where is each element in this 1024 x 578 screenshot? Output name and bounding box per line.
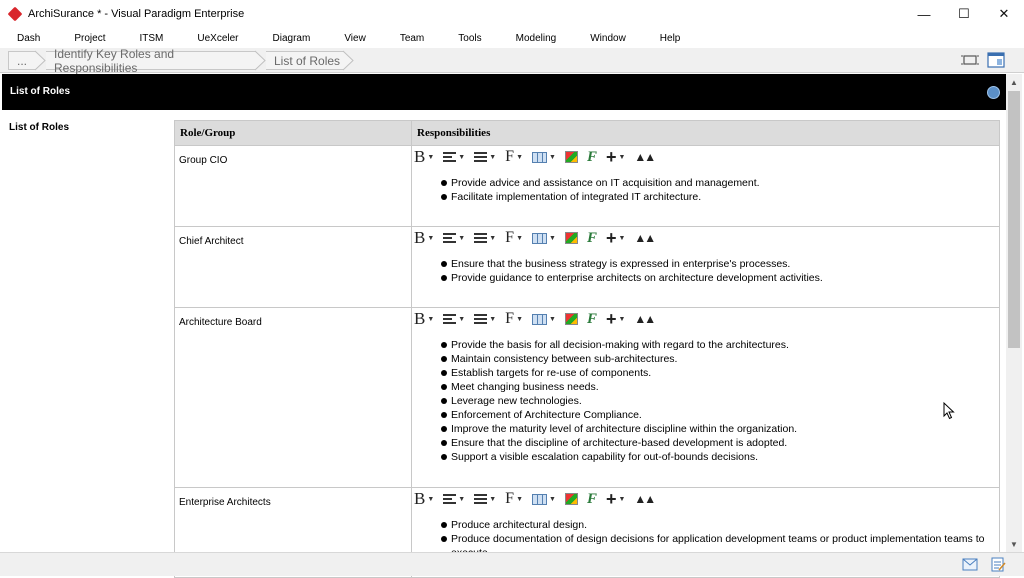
list-item: Leverage new technologies. [441,394,999,408]
list-item: Improve the maturity level of architecture discipline within the organization. [441,422,999,436]
insert-button[interactable]: + ▼ [605,146,626,167]
chevron-down-icon: ▼ [458,495,466,503]
image-button[interactable] [565,232,578,244]
menu-modeling[interactable]: Modeling [515,32,557,44]
list-item: Produce documentation of design decisions for application development teams or product implementation teams to [441,532,999,560]
find-button[interactable]: ▲▲ [634,492,655,506]
align-button[interactable] [443,152,465,162]
align-button[interactable] [443,233,465,243]
scroll-up-icon[interactable]: ▲ [1010,77,1018,87]
chevron-down-icon: ▼ [427,315,435,323]
table-icon [532,233,547,244]
table-button[interactable] [532,494,556,505]
menu-view[interactable]: View [344,32,366,44]
formula-button[interactable]: F [586,310,597,327]
table-row [174,227,1000,308]
image-button[interactable] [565,151,578,163]
align-button[interactable] [443,494,465,504]
window-title: ArchiSurance * - Visual Paradigm Enterprise [28,8,245,20]
menu-bar [0,28,1024,48]
responsibility-list [441,257,999,285]
chevron-down-icon: ▼ [549,495,556,503]
menu-itsm[interactable]: ITSM [139,32,164,44]
menu-project[interactable]: Project [74,32,106,44]
font-button[interactable]: F ▼ [505,229,523,246]
menu-diagram[interactable]: Diagram [272,32,311,44]
bold-button[interactable]: B ▼ [414,147,435,166]
menu-tools[interactable]: Tools [458,32,482,44]
font-button[interactable]: F ▼ [505,148,523,165]
responsibilities-cell[interactable] [412,146,999,226]
notes-icon[interactable] [990,558,1006,571]
role-cell[interactable]: Enterprise Architects [175,488,412,577]
insert-button[interactable]: + ▼ [605,227,626,248]
table-button[interactable] [532,314,556,325]
formula-button[interactable]: F [586,229,597,246]
list-button[interactable] [474,233,496,243]
scroll-thumb[interactable] [1008,91,1020,348]
role-cell[interactable]: Chief Architect [175,227,412,307]
chevron-down-icon: ▼ [618,495,626,503]
chevron-down-icon: ▼ [618,234,626,242]
menu-uexceler[interactable]: UeXceler [197,32,239,44]
responsibilities-cell[interactable] [412,308,999,487]
chevron-down-icon: ▼ [516,234,523,242]
align-icon [443,314,456,324]
bold-button[interactable]: B ▼ [414,309,435,328]
chevron-down-icon: ▼ [618,153,626,161]
chevron-down-icon: ▼ [549,153,556,161]
responsibilities-cell[interactable] [412,227,999,307]
table-header [174,120,1000,146]
chevron-down-icon: ▼ [427,153,435,161]
rich-text-toolbar [414,148,999,166]
table-icon [532,314,547,325]
image-icon [565,493,578,505]
image-button[interactable] [565,493,578,505]
chevron-down-icon: ▼ [516,153,523,161]
list-item: Provide guidance to enterprise architects on architecture development activities. [441,271,999,285]
chevron-down-icon: ▼ [458,234,466,242]
section-label: List of Roles [9,122,70,133]
chevron-down-icon: ▼ [489,315,497,323]
menu-window[interactable]: Window [590,32,626,44]
window-controls [904,0,1024,28]
align-icon [443,233,456,243]
chevron-down-icon: ▼ [516,495,523,503]
panel-title: List of Roles [10,86,71,97]
list-item: Meet changing business needs. [441,380,999,394]
list-item: Facilitate implementation of integrated IT architecture. [441,190,999,204]
bold-button[interactable]: B ▼ [414,228,435,247]
chevron-down-icon: ▼ [458,315,466,323]
menu-dash[interactable]: Dash [17,32,41,44]
table-button[interactable] [532,233,556,244]
formula-button[interactable]: F [586,148,597,165]
chevron-down-icon: ▼ [549,234,556,242]
insert-button[interactable]: + ▼ [605,308,626,329]
chevron-down-icon: ▼ [618,315,626,323]
minimize-button[interactable]: — [917,6,931,22]
chevron-down-icon: ▼ [427,495,435,503]
breadcrumb [0,48,1024,73]
pin-icon[interactable] [987,86,1000,99]
list-icon [474,233,487,243]
image-icon [565,232,578,244]
find-button[interactable]: ▲▲ [634,312,655,326]
title-bar [0,0,1024,28]
insert-button[interactable]: + ▼ [605,488,626,509]
column-header-role: Role/Group [175,121,412,145]
roles-table [174,120,1000,578]
status-bar [0,552,1024,576]
list-item: Support a visible escalation capability for out-of-bounds decisions. [441,450,999,464]
table-button[interactable] [532,152,556,163]
breadcrumb-item-key-roles[interactable]: Identify Key Roles and Responsibilities [46,51,256,70]
mail-icon[interactable] [962,558,978,571]
responsibility-list [441,176,999,204]
maximize-button[interactable]: ☐ [958,6,970,21]
list-icon [474,314,487,324]
panel-header [2,74,1006,110]
chevron-down-icon: ▼ [516,315,523,323]
table-icon [532,152,547,163]
responsibility-list [441,338,999,464]
list-icon [474,494,487,504]
scroll-down-icon[interactable]: ▼ [1010,539,1018,549]
visual-paradigm-logo-icon [8,7,23,22]
vertical-scrollbar[interactable] [1006,74,1022,552]
list-item: Ensure that the business strategy is expressed in enterprise's processes. [441,257,999,271]
formula-button[interactable]: F [586,490,597,507]
image-icon [565,313,578,325]
bold-button[interactable]: B ▼ [414,489,435,508]
role-cell[interactable]: Group CIO [175,146,412,226]
chevron-down-icon: ▼ [489,153,497,161]
role-cell[interactable]: Architecture Board [175,308,412,487]
close-button[interactable]: ✕ [998,6,1010,21]
rich-text-toolbar [414,310,999,328]
find-button[interactable]: ▲▲ [634,150,655,164]
list-item: Enforcement of Architecture Compliance. [441,408,999,422]
rich-text-toolbar [414,490,999,508]
breadcrumb-item-list-of-roles[interactable]: List of Roles [266,51,344,70]
list-item: Establish targets for re-use of components. [441,366,999,380]
list-icon [474,152,487,162]
list-item: Produce architectural design. [441,518,999,532]
chevron-down-icon: ▼ [549,315,556,323]
rich-text-toolbar [414,229,999,247]
image-icon [565,151,578,163]
panel-layout-icon[interactable] [987,52,1005,68]
list-item: Ensure that the discipline of architecture-based development is adopted. [441,436,999,450]
chevron-down-icon: ▼ [427,234,435,242]
list-button[interactable] [474,152,496,162]
table-icon [532,494,547,505]
align-icon [443,494,456,504]
list-item: Provide advice and assistance on IT acquisition and management. [441,176,999,190]
content-area [2,110,1006,552]
find-button[interactable]: ▲▲ [634,231,655,245]
menu-team[interactable]: Team [399,32,425,44]
column-header-responsibilities: Responsibilities [417,127,491,139]
align-button[interactable] [443,314,465,324]
chevron-down-icon: ▼ [489,495,497,503]
table-row [174,146,1000,227]
chevron-down-icon: ▼ [489,234,497,242]
fit-diagram-icon[interactable] [961,52,979,68]
table-row [174,308,1000,488]
chevron-down-icon: ▼ [458,153,466,161]
list-item: Provide the basis for all decision-making with regard to the architectures. [441,338,999,352]
breadcrumb-more[interactable]: ... [8,51,36,70]
font-button[interactable]: F ▼ [505,490,523,507]
list-button[interactable] [474,494,496,504]
mouse-cursor-icon [943,402,955,420]
breadcrumb-separator-icon [343,51,355,70]
menu-help[interactable]: Help [659,32,681,44]
list-button[interactable] [474,314,496,324]
align-icon [443,152,456,162]
font-button[interactable]: F ▼ [505,310,523,327]
list-item: Maintain consistency between sub-architectures. [441,352,999,366]
image-button[interactable] [565,313,578,325]
